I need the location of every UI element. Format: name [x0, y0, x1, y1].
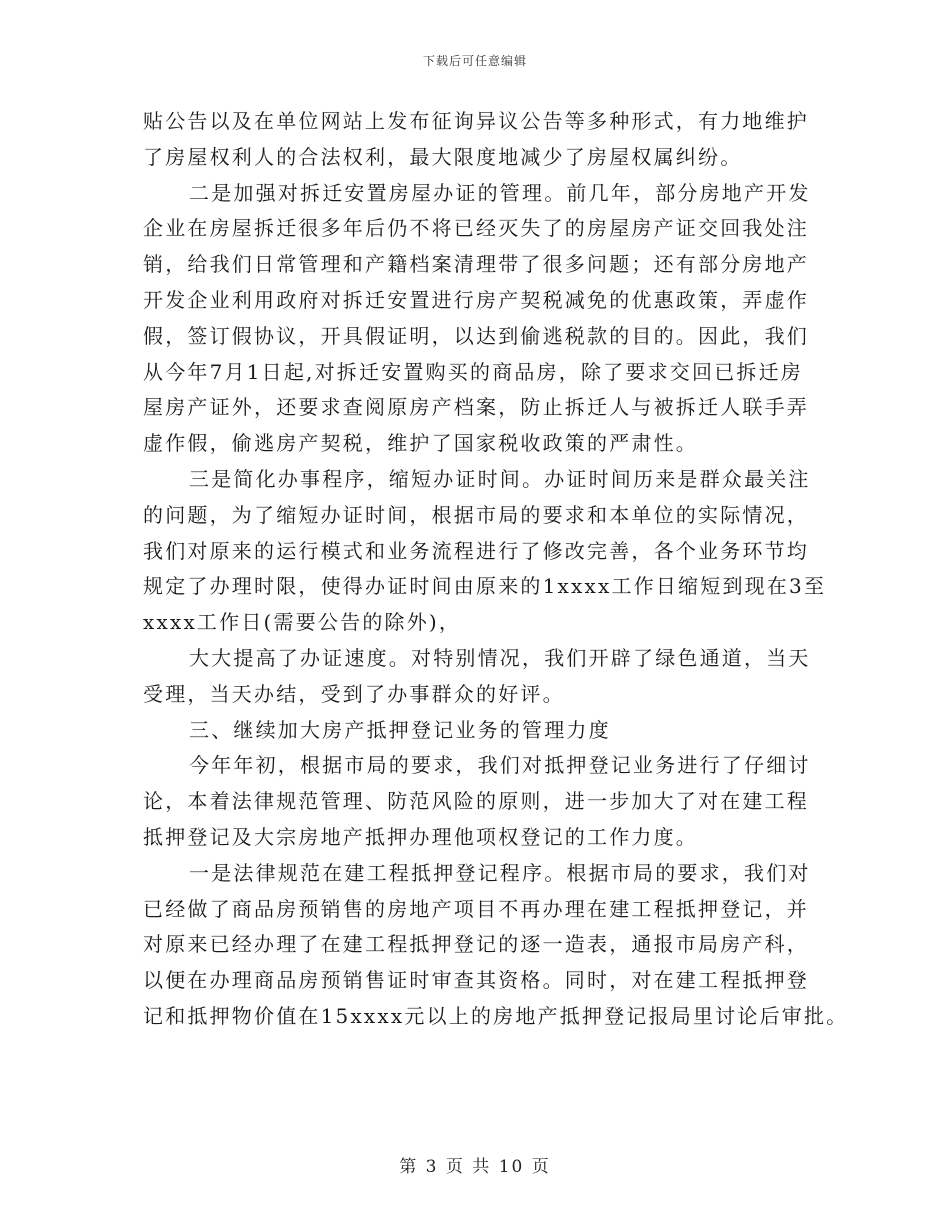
text-line: 以便在办理商品房预销售证时审查其资格。同时，对在建工程抵押登: [143, 968, 809, 993]
text-line: 虚作假，偷逃房产契税，维护了国家税收政策的严肃性。: [143, 431, 698, 456]
text-line: xxxx工作日(需要公告的除外)，: [143, 610, 462, 635]
text-line: 一是法律规范在建工程抵押登记程序。根据市局的要求，我们对: [189, 860, 811, 885]
text-line: 二是加强对拆迁安置房屋办证的管理。前几年，部分房地产开发: [189, 180, 811, 205]
text-line: 了房屋权利人的合法权利，最大限度地减少了房屋权属纠纷。: [143, 144, 743, 169]
text-line: 今年年初，根据市局的要求，我们对抵押登记业务进行了仔细讨: [189, 753, 811, 778]
text-line: 抵押登记及大宗房地产抵押办理他项权登记的工作力度。: [143, 824, 698, 849]
text-line: 从今年7月1日起,对拆迁安置购买的商品房，除了要求交回已拆迁房: [143, 359, 804, 384]
text-line: 三、继续加大房产抵押登记业务的管理力度: [189, 717, 611, 742]
text-line: 销，给我们日常管理和产籍档案清理带了很多问题；还有部分房地产: [143, 252, 809, 277]
text-line: 假，签订假协议，开具假证明，以达到偷逃税款的目的。因此，我们: [143, 323, 809, 348]
document-body: [143, 104, 849, 1035]
text-line: 大大提高了办证速度。对特别情况，我们开辟了绿色通道，当天: [189, 645, 811, 670]
text-line: 已经做了商品房预销售的房地产项目不再办理在建工程抵押登记，并: [143, 896, 809, 921]
text-line: 规定了办理时限，使得办证时间由原来的1xxxx工作日缩短到现在3至: [143, 574, 827, 599]
text-line: 受理，当天办结，受到了办事群众的好评。: [143, 681, 565, 706]
text-line: 记和抵押物价值在15xxxx元以上的房地产抵押登记报局里讨论后审批。: [143, 1003, 849, 1028]
text-line: 对原来已经办理了在建工程抵押登记的逐一造表，通报市局房产科，: [143, 932, 809, 957]
text-line: 开发企业利用政府对拆迁安置进行房产契税减免的优惠政策，弄虚作: [143, 287, 809, 312]
text-line: 屋房产证外，还要求查阅原房产档案，防止拆迁人与被拆迁人联手弄: [143, 395, 809, 420]
text-line: 三是简化办事程序，缩短办证时间。办证时间历来是群众最关注: [189, 466, 811, 491]
text-line: 企业在房屋拆迁很多年后仍不将已经灭失了的房屋房产证交回我处注: [143, 216, 809, 241]
text-line: 贴公告以及在单位网站上发布征询异议公告等多种形式，有力地维护: [143, 109, 809, 133]
text-line: 我们对原来的运行模式和业务流程进行了修改完善，各个业务环节均: [143, 538, 809, 563]
text-line: 论，本着法律规范管理、防范风险的原则，进一步加大了对在建工程: [143, 789, 809, 814]
text-line: 的问题，为了缩短办证时间，根据市局的要求和本单位的实际情况，: [143, 502, 809, 527]
page-number-footer: 第 3 页 共 10 页: [399, 1157, 551, 1177]
page-header-note: 下载后可任意编辑: [422, 54, 527, 68]
